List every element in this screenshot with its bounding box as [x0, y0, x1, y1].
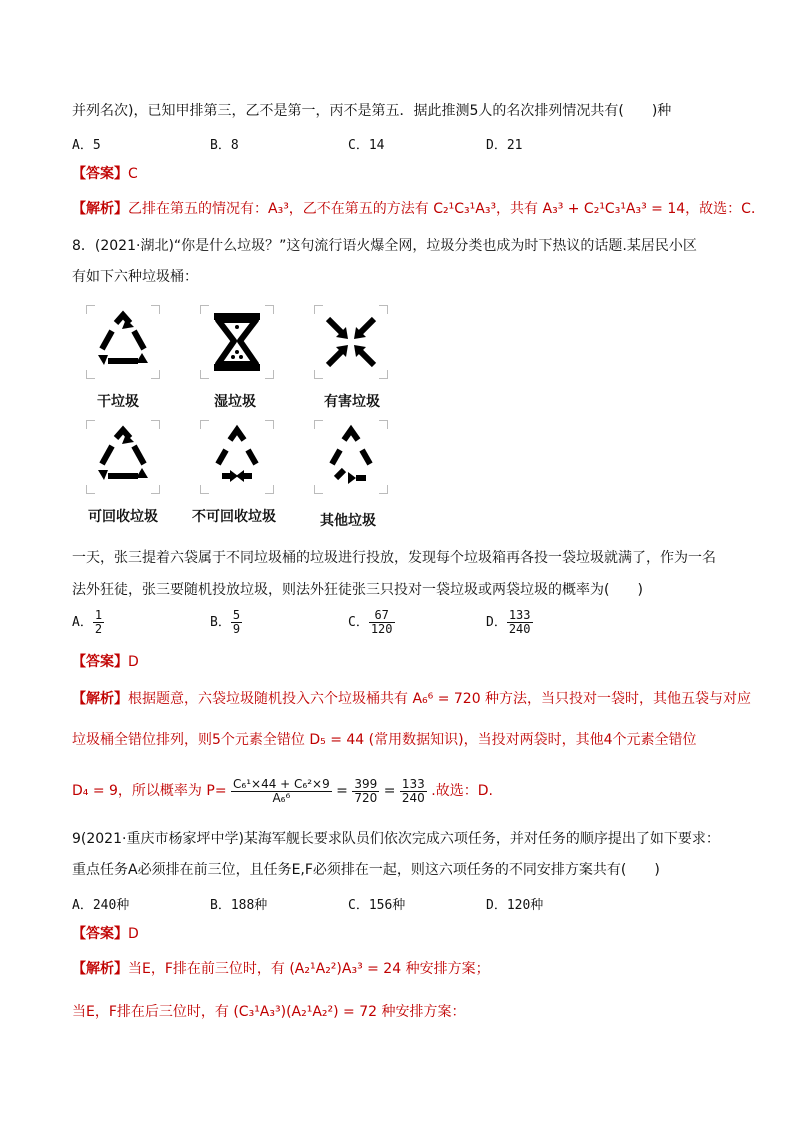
- bin-hazardous-waste: [314, 305, 388, 379]
- bin-recyclable: [86, 420, 160, 494]
- bin-dry-waste: [86, 305, 160, 379]
- bin-other-waste: [314, 420, 388, 494]
- q8-analysis-line1: 【解析】根据题意，六袋垃圾随机投入六个垃圾桶共有 A₆⁶ = 720 种方法，当只投对一袋时，其他五袋与对应: [72, 691, 752, 707]
- q9-option-d: D．120种: [486, 898, 544, 913]
- analysis-label: 【解析】: [72, 201, 128, 217]
- q8-stem-line1: 8．(2021·湖北)“你是什么垃圾？”这句流行语火爆全网，垃圾分类也成为时下热议的话题.某居民小区: [72, 238, 697, 254]
- recycle-icon: [200, 420, 274, 494]
- bin-label-dry: 干垃圾: [97, 394, 139, 410]
- answer-value: C: [128, 166, 138, 182]
- q8-body-line1: 一天，张三提着六袋属于不同垃圾桶的垃圾进行投放，发现每个垃圾箱再各投一袋垃圾就满了，作为一名: [72, 550, 716, 566]
- q9-answer: 【答案】D: [72, 926, 139, 942]
- q9-analysis-line2: 当E，F排在后三位时，有 (C₃¹A₃³)(A₂¹A₂²) = 72 种安排方案：: [72, 1004, 466, 1020]
- q9-option-b: B．188种: [210, 898, 268, 913]
- q8-option-d: D． $\frac{133}{240}$: [486, 608, 531, 636]
- q7-answer: [72, 165, 138, 183]
- q7-option-a: A．5: [72, 138, 101, 153]
- q8-option-b: B． $\frac{5}{9}$: [210, 608, 241, 636]
- q8-analysis-line3: D₄ = 9，所以概率为 P= $\frac{\text{C₆¹×44 + C₆²×9}}{\text{A₆⁶}}$ = $\frac{399}{720}$ = $\frac{133}{240}$ .故选：D.: [72, 776, 493, 805]
- recycle-icon: [314, 420, 388, 494]
- q7-analysis: [72, 200, 765, 218]
- q7-option-b: B．8: [210, 138, 239, 153]
- bin-label-non-recyclable: 不可回收垃圾: [192, 509, 276, 525]
- q9-stem-line1: 9(2021·重庆市杨家坪中学)某海军舰长要求队员们依次完成六项任务，并对任务的顺序提出了如下要求：: [72, 831, 720, 847]
- bin-label-hazardous: 有害垃圾: [324, 394, 380, 410]
- q9-analysis-line1: 【解析】当E，F排在前三位时，有 (A₂¹A₂²)A₃³ = 24 种安排方案；: [72, 961, 490, 977]
- q8-option-a: A． $\frac{1}{2}$: [72, 608, 103, 636]
- q8-answer: 【答案】D: [72, 654, 139, 670]
- bin-label-recyclable: 可回收垃圾: [88, 509, 158, 525]
- analysis-text: 乙排在第五的情况有：A₃³，乙不在第五的方法有 C₂¹C₃¹A₃³，共有 A₃³ + C₂¹C₃¹A₃³ = 14，故选：C．: [128, 201, 765, 217]
- bin-wet-waste: [200, 305, 274, 379]
- bin-label-wet: 湿垃圾: [214, 394, 256, 410]
- bin-label-other: 其他垃圾: [320, 513, 376, 529]
- q8-option-c: C． $\frac{67}{120}$: [348, 608, 393, 636]
- answer-label: 【答案】: [72, 166, 128, 182]
- q8-analysis-line2: 垃圾桶全错位排列，则5个元素全错位 D₅ = 44 (常用数据知识)，当投对两袋时，其他4个元素全错位: [72, 732, 697, 748]
- q7-option-d: D．21: [486, 138, 523, 153]
- q9-option-c: C．156种: [348, 898, 406, 913]
- recycle-icon: [86, 305, 160, 379]
- recycle-icon: [86, 420, 160, 494]
- bin-non-recyclable: [200, 420, 274, 494]
- arrows-cross-icon: [314, 305, 388, 379]
- q7-stem: 并列名次)，已知甲排第三，乙不是第一，丙不是第五．据此推测5人的名次排列情况共有( )种: [72, 103, 672, 119]
- q8-stem-line2: 有如下六种垃圾桶：: [72, 269, 198, 285]
- hourglass-icon: [200, 305, 274, 379]
- q9-option-a: A．240种: [72, 898, 130, 913]
- q8-body-line2: 法外狂徒，张三要随机投放垃圾，则法外狂徒张三只投对一袋垃圾或两袋垃圾的概率为( ): [72, 582, 643, 598]
- q9-stem-line2: 重点任务A必须排在前三位，且任务E,F必须排在一起，则这六项任务的不同安排方案共有( ): [72, 862, 660, 878]
- q7-option-c: C．14: [348, 138, 385, 153]
